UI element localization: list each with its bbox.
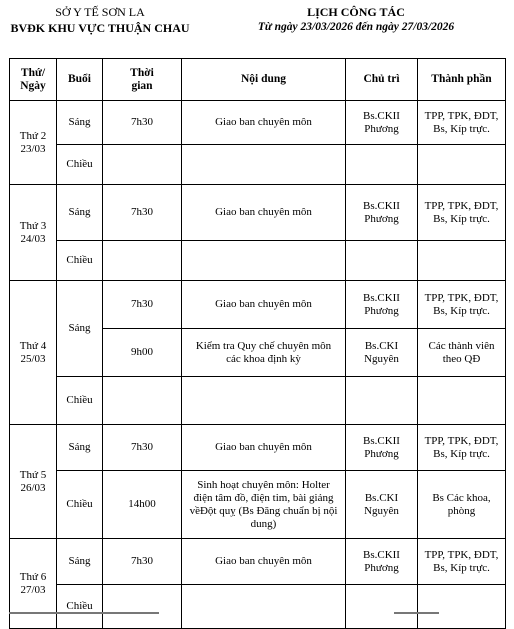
col-header-time: Thời gian	[103, 59, 182, 101]
schedule-row	[10, 425, 506, 471]
time-cell: 7h30	[103, 539, 182, 585]
col-header-chair: Chủ trì	[346, 59, 418, 101]
schedule-row	[10, 539, 506, 585]
schedule-row	[10, 471, 506, 539]
participants-cell: Bs Các khoa, phòng	[418, 471, 506, 539]
time-cell	[103, 145, 182, 185]
session-cell: Chiều	[57, 241, 103, 281]
day-cell: Thứ 2 23/03	[10, 101, 57, 185]
session-cell: Chiều	[57, 471, 103, 539]
content-cell: Giao ban chuyên môn	[182, 425, 346, 471]
session-cell: Sáng	[57, 281, 103, 377]
participants-cell: TPP, TPK, ĐDT, Bs, Kíp trực.	[418, 425, 506, 471]
header-row	[10, 59, 506, 101]
col-header-session: Buổi	[57, 59, 103, 101]
session-cell: Sáng	[57, 539, 103, 585]
schedule-row	[10, 281, 506, 329]
schedule-row	[10, 185, 506, 241]
content-cell: Giao ban chuyên môn	[182, 281, 346, 329]
content-cell: Giao ban chuyên môn	[182, 539, 346, 585]
session-cell: Chiều	[57, 585, 103, 629]
time-cell	[103, 377, 182, 425]
participants-cell	[418, 585, 506, 629]
schedule-row	[10, 145, 506, 185]
chair-cell	[346, 145, 418, 185]
content-cell: Giao ban chuyên môn	[182, 185, 346, 241]
participants-cell: TPP, TPK, ĐDT, Bs, Kíp trực.	[418, 539, 506, 585]
chair-cell: Bs.CKII Phương	[346, 425, 418, 471]
page-title: LỊCH CÔNG TÁC	[307, 5, 405, 19]
session-cell: Sáng	[57, 425, 103, 471]
participants-cell	[418, 377, 506, 425]
day-cell: Thứ 3 24/03	[10, 185, 57, 281]
participants-cell: TPP, TPK, ĐDT, Bs, Kíp trực.	[418, 101, 506, 145]
chair-cell	[346, 377, 418, 425]
hospital-name: BVĐK KHU VỰC THUẬN CHAU	[10, 21, 190, 35]
day-cell: Thứ 4 25/03	[10, 281, 57, 425]
schedule-row	[10, 101, 506, 145]
chair-cell: Bs.CKII Phương	[346, 281, 418, 329]
session-cell: Sáng	[57, 101, 103, 145]
schedule-row	[10, 377, 506, 425]
participants-cell: Các thành viên theo QĐ	[418, 329, 506, 377]
content-cell: Sinh hoạt chuyên môn: Holter điện tâm đồ, điện tim, bài giảng vềĐột quỵ (Bs Đăng chuẩn bị nội dung)	[182, 471, 346, 539]
time-cell: 9h00	[103, 329, 182, 377]
chair-cell: Bs.CKII Phương	[346, 539, 418, 585]
time-cell	[103, 585, 182, 629]
participants-cell: TPP, TPK, ĐDT, Bs, Kíp trực.	[418, 185, 506, 241]
chair-cell: Bs.CKII Phương	[346, 185, 418, 241]
chair-cell: Bs.CKI Nguyên	[346, 471, 418, 539]
schedule-row	[10, 241, 506, 281]
content-cell	[182, 377, 346, 425]
content-cell: Giao ban chuyên môn	[182, 101, 346, 145]
content-cell	[182, 241, 346, 281]
chair-cell	[346, 241, 418, 281]
schedule-table	[9, 58, 506, 629]
col-header-day: Thứ/ Ngày	[10, 59, 57, 101]
time-cell: 14h00	[103, 471, 182, 539]
time-cell: 7h30	[103, 281, 182, 329]
session-cell: Chiều	[57, 377, 103, 425]
time-cell	[103, 241, 182, 281]
time-cell: 7h30	[103, 101, 182, 145]
day-cell: Thứ 6 27/03	[10, 539, 57, 629]
participants-cell	[418, 241, 506, 281]
org-name: SỞ Y TẾ SƠN LA	[55, 5, 145, 19]
content-cell: Kiểm tra Quy chế chuyên môn các khoa định kỳ	[182, 329, 346, 377]
content-cell	[182, 145, 346, 185]
chair-cell: Bs.CKII Phương	[346, 101, 418, 145]
time-cell: 7h30	[103, 425, 182, 471]
date-range: Từ ngày 23/03/2026 đến ngày 27/03/2026	[257, 21, 455, 33]
col-header-content: Nội dung	[182, 59, 346, 101]
participants-cell	[418, 145, 506, 185]
time-cell: 7h30	[103, 185, 182, 241]
participants-cell: TPP, TPK, ĐDT, Bs, Kíp trực.	[418, 281, 506, 329]
day-cell: Thứ 5 26/03	[10, 425, 57, 539]
chair-cell: Bs.CKI Nguyên	[346, 329, 418, 377]
schedule-row	[10, 585, 506, 629]
session-cell: Chiều	[57, 145, 103, 185]
session-cell: Sáng	[57, 185, 103, 241]
col-header-participants: Thành phần	[418, 59, 506, 101]
content-cell	[182, 585, 346, 629]
chair-cell	[346, 585, 418, 629]
cut-off-footer	[9, 612, 505, 618]
